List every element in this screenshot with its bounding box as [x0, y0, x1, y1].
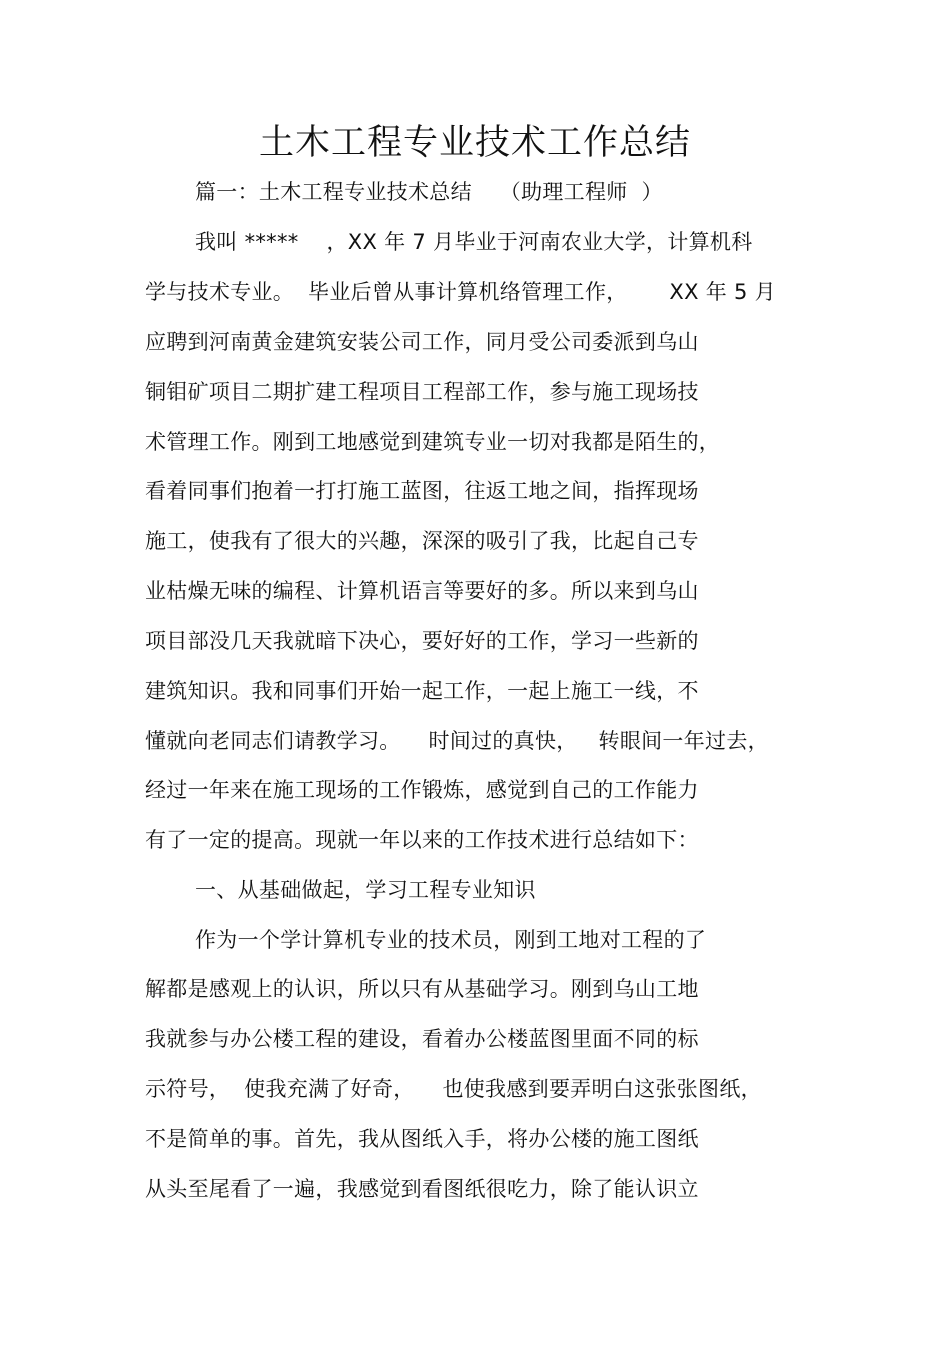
section-heading: 篇一：土木工程专业技术总结 （助理工程师 ） — [195, 180, 663, 204]
paragraph-line: 不是简单的事。首先，我从图纸入手，将办公楼的施工图纸 — [145, 1127, 699, 1151]
paragraph-line: 建筑知识。我和同事们开始一起工作，一起上施工一线，不 — [145, 679, 699, 703]
paragraph-line: 应聘到河南黄金建筑安装公司工作，同月受公司委派到乌山 — [145, 330, 699, 354]
paragraph-line: 示符号， 使我充满了好奇， 也使我感到要弄明白这张张图纸， — [145, 1077, 762, 1101]
paragraph-line: 看着同事们抱着一打打施工蓝图，往返工地之间，指挥现场 — [145, 479, 699, 503]
paragraph-line: 解都是感观上的认识，所以只有从基础学习。刚到乌山工地 — [145, 977, 699, 1001]
paragraph-line: 懂就向老同志们请教学习。 时间过的真快， 转眼间一年过去， — [145, 729, 769, 753]
paragraph-line: 有了一定的提高。现就一年以来的工作技术进行总结如下： — [145, 828, 699, 852]
subsection-heading: 一、从基础做起，学习工程专业知识 — [195, 878, 536, 902]
paragraph-line: 我就参与办公楼工程的建设，看着办公楼蓝图里面不同的标 — [145, 1027, 699, 1051]
paragraph-line: 术管理工作。刚到工地感觉到建筑专业一切对我都是陌生的， — [145, 430, 721, 454]
paragraph-line: 施工，使我有了很大的兴趣，深深的吸引了我，比起自己专 — [145, 529, 699, 553]
paragraph-line: 业枯燥无味的编程、计算机语言等要好的多。所以来到乌山 — [145, 579, 699, 603]
document-title: 土木工程专业技术工作总结 — [258, 123, 691, 163]
paragraph-line: 铜钼矿项目二期扩建工程项目工程部工作，参与施工现场技 — [145, 380, 699, 404]
paragraph-line: 我叫 ***** ，XX 年 7 月毕业于河南农业大学，计算机科 — [195, 230, 753, 254]
paragraph-line: 从头至尾看了一遍，我感觉到看图纸很吃力，除了能认识立 — [145, 1177, 699, 1201]
paragraph-line: 项目部没几天我就暗下决心，要好好的工作，学习一些新的 — [145, 629, 699, 653]
paragraph-line: 经过一年来在施工现场的工作锻炼，感觉到自己的工作能力 — [145, 778, 699, 802]
paragraph-line: 作为一个学计算机专业的技术员，刚到工地对工程的了 — [195, 928, 707, 952]
paragraph-line: 学与技术专业。 毕业后曾从事计算机络管理工作， XX 年 5 月 — [145, 280, 776, 304]
